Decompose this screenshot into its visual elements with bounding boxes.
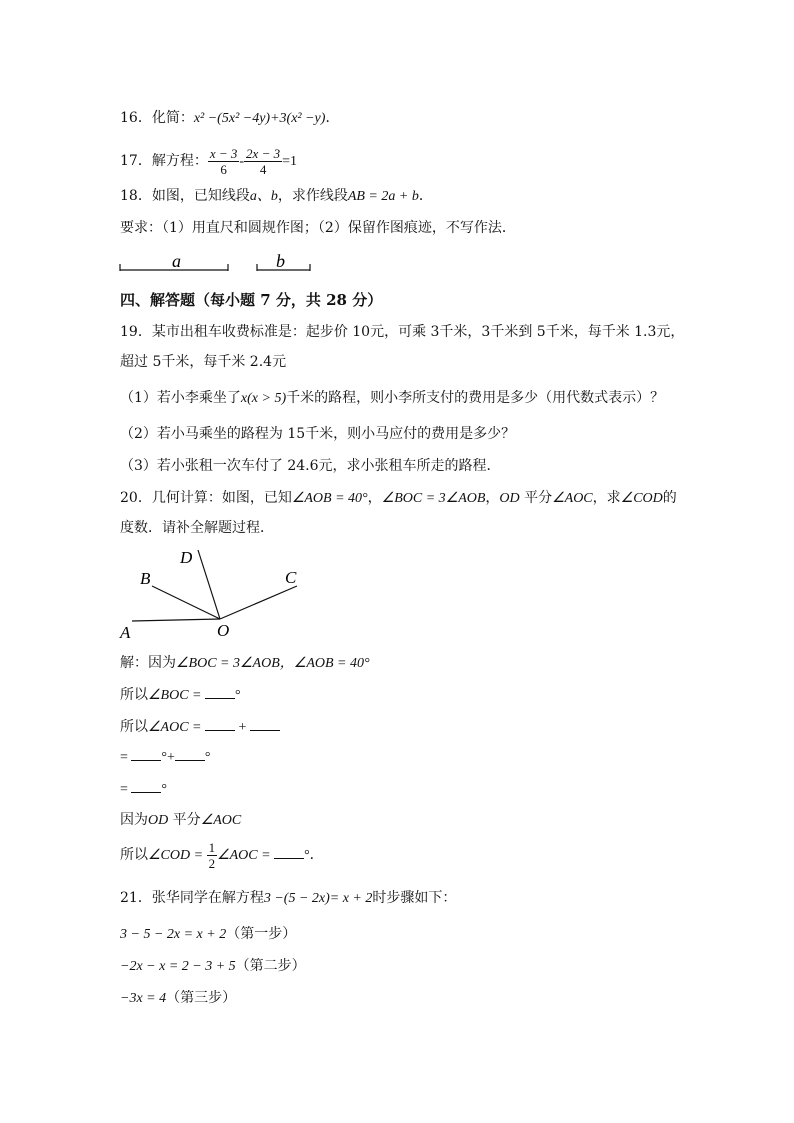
equals-sign: = [120, 782, 132, 797]
section-heading: 四、解答题（每小题 7 分，共 28 分） [120, 291, 383, 309]
step-3 [120, 988, 236, 1009]
answer-blank[interactable] [205, 716, 235, 731]
step-3-math: −3x = 4 [120, 991, 167, 1006]
p21-text-a: 21．张华同学在解方程 [120, 890, 264, 906]
p20-of: 的 [662, 490, 677, 506]
sol7-math-a: ∠COD = [148, 848, 207, 863]
degree-sign: ° [161, 782, 168, 797]
sol1-text: 解：因为 [120, 655, 176, 671]
sol6-od: OD [148, 813, 169, 828]
p20-sep: ， [367, 490, 382, 506]
segment-a-label: a [172, 251, 181, 271]
fraction-2-denominator: 4 [259, 161, 267, 177]
answer-blank[interactable] [131, 746, 161, 761]
solution-line-5 [120, 778, 167, 800]
problem-16-expression: x² −(5x² −4y)+3(x² −y) [193, 111, 326, 126]
answer-blank[interactable] [131, 778, 161, 793]
degree-sign: ° [204, 750, 211, 765]
p20-find: ，求 [592, 490, 621, 506]
p20-comma: ， [485, 490, 500, 506]
problem-16-end: ． [325, 110, 340, 126]
step-1-label: （第一步） [226, 926, 297, 942]
problem-19-line2: 超过 5千米，每千米 2.4元 [120, 354, 287, 370]
problem-17-label: 17．解方程： [120, 153, 208, 169]
half-fraction [207, 840, 218, 871]
p20-angle-cod: ∠COD [620, 491, 663, 506]
sol2-text: 所以 [120, 687, 148, 703]
sol3-text: 所以 [120, 719, 148, 735]
step-2 [120, 956, 306, 977]
segment-b-label: b [276, 251, 285, 271]
label-D: D [180, 548, 193, 567]
equation-rhs: =1 [282, 154, 297, 169]
problem-19-q3: （3）若小张租一次车付了 24.6元，求小张租车所走的路程． [120, 458, 501, 474]
problem-19-q2: （2）若小马乘坐的路程为 15千米，则小马应付的费用是多少？ [120, 426, 516, 442]
label-A: A [120, 623, 131, 642]
p20-angle-aob: ∠AOB = 40° [291, 491, 368, 506]
p20-angle-aoc: ∠AOC [552, 491, 593, 506]
step-2-math: −2x − x = 2 − 3 + 5 [120, 959, 236, 974]
label-C: C [285, 568, 297, 587]
plus-sign: + [235, 720, 250, 735]
half-numerator: 1 [208, 839, 216, 855]
problem-18-requirement: 要求：（1）用直尺和圆规作图；（2）保留作图痕迹，不写作法． [120, 220, 516, 236]
q1-math: x(x > 5) [240, 391, 287, 406]
label-B: B [140, 569, 151, 588]
answer-blank[interactable] [205, 684, 235, 699]
fraction-2-numerator: 2x − 3 [246, 145, 281, 161]
solution-line-4 [120, 746, 211, 768]
problem-18-vars: a、b [249, 189, 278, 204]
ray-OB [152, 586, 220, 619]
problem-16-label: 16．化简： [120, 110, 194, 126]
sol7-math-b: ∠AOC = [217, 848, 275, 863]
angle-figure [119, 548, 297, 642]
minus-sign: - [239, 154, 245, 169]
p21-text-b: 时步骤如下： [372, 890, 457, 906]
answer-blank[interactable] [250, 716, 280, 731]
sol6-text: 因为 [120, 812, 148, 828]
p20-angle-boc: ∠BOC = 3∠AOB [381, 491, 486, 506]
problem-19-line1: 19．某市出租车收费标准是：起步价 10元，可乘 3千米，3千米到 5千米，每千米 1.3元， [120, 324, 685, 340]
p20-text-a: 20．几何计算：如图，已知 [120, 490, 292, 506]
solution-line-2 [120, 684, 241, 706]
ray-OC [220, 586, 297, 619]
half-denominator: 2 [208, 855, 216, 871]
step-1-math: 3 − 5 − 2x = x + 2 [120, 927, 227, 942]
ray-OD [198, 550, 220, 619]
sol2-degree: ° [235, 688, 241, 703]
problem-20-line1 [120, 488, 677, 509]
fraction-1-numerator: x − 3 [209, 145, 238, 161]
step-3-label: （第三步） [166, 990, 237, 1006]
step-2-label: （第二步） [235, 958, 306, 974]
sol1-math: ∠BOC = 3∠AOB，∠AOB = 40° [176, 656, 370, 671]
answer-blank[interactable] [175, 746, 205, 761]
sol2-math: ∠BOC = [148, 688, 205, 703]
segment-a [120, 251, 228, 271]
q1-text-a: （1）若小李乘坐了 [120, 390, 241, 406]
problem-18-expression: AB = 2a + b [347, 189, 419, 204]
p20-bisects: 平分 [519, 490, 553, 506]
step-1 [120, 924, 296, 945]
problem-21-line1 [120, 888, 456, 909]
sol6-bisects: 平分 [168, 812, 201, 828]
solution-line-7 [120, 838, 324, 873]
solution-line-6 [120, 810, 241, 831]
segment-b [257, 251, 310, 271]
p21-equation: 3 −(5 − 2x)= x + 2 [263, 891, 373, 906]
problem-20-line2: 度数．请补全解题过程． [120, 520, 274, 536]
sol7-end: °． [304, 848, 324, 863]
answer-blank[interactable] [274, 844, 304, 859]
sol7-text: 所以 [120, 847, 148, 863]
problem-18-text-b: ，求作线段 [277, 188, 348, 204]
sol3-math: ∠AOC = [148, 720, 205, 735]
solution-line-3 [120, 716, 280, 738]
problem-18-end: ． [418, 188, 433, 204]
degree-plus: °+ [161, 750, 175, 765]
sol6-angle: ∠AOC [200, 813, 242, 828]
p20-od: OD [499, 491, 520, 506]
equals-sign: = [120, 750, 132, 765]
label-O: O [217, 621, 230, 640]
problem-19-q1 [120, 388, 664, 409]
problem-18-text-a: 18．如图，已知线段 [120, 188, 250, 204]
q1-text-b: 千米的路程，则小李所支付的费用是多少（用代数式表示）？ [286, 390, 665, 406]
ray-OA [132, 619, 220, 621]
fraction-1-denominator: 6 [220, 161, 227, 177]
solution-line-1 [120, 653, 370, 674]
